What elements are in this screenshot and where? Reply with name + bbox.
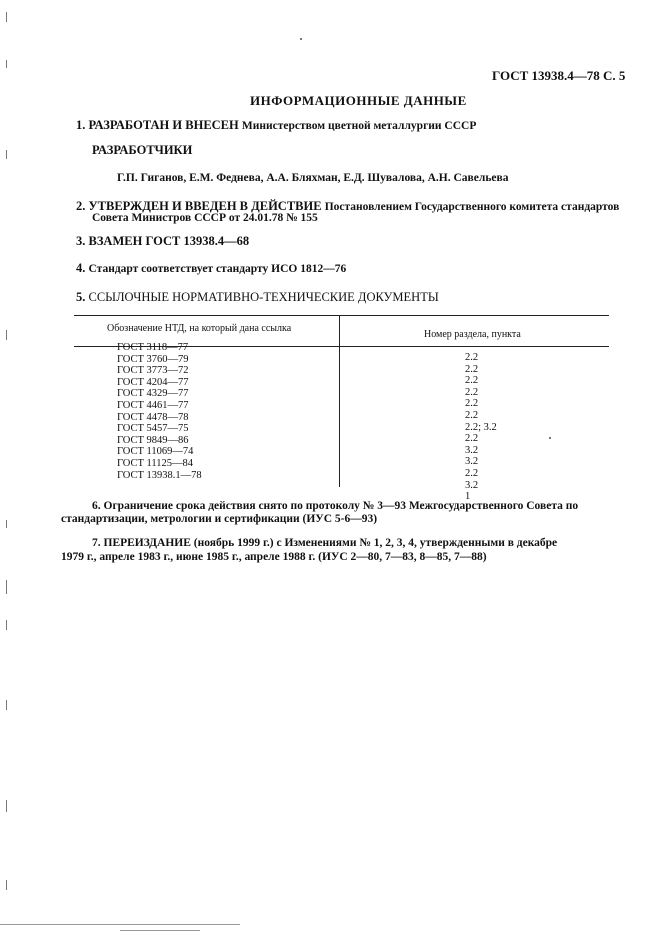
table-row: ГОСТ 3118—77 [117,342,189,353]
item-1 [76,118,476,133]
table-cell-section: 2.2 [465,363,479,375]
table-row: ГОСТ 4329—77 [117,388,189,400]
margin-mark [6,150,7,159]
table-cell-section: 2.2 [465,352,479,363]
table-row: ГОСТ 4478—78 [117,411,189,423]
table-cell-section: 2.2 [465,433,479,445]
developers-list: Г.П. Гиганов, Е.М. Феднева, А.А. Бляхман, Е.Д. Шувалова, А.Н. Савельева [117,172,509,184]
item-2-number: 2. [76,199,86,213]
item-2-line-2: Совета Министров СССР от 24.01.78 № 155 [92,212,318,224]
developers-heading: РАЗРАБОТЧИКИ [92,143,193,157]
table-cell-section: 1 [465,491,471,503]
table-col2-header: Номер раздела, пункта [424,329,521,340]
margin-mark [6,700,7,710]
item-1-lead: РАЗРАБОТАН И ВНЕСЕН [88,118,239,132]
table-section-column [465,352,497,503]
table-cell-section: 3.2 [465,456,479,468]
page-header-code: ГОСТ 13938.4—78 С. 5 [492,68,626,83]
table-row: ГОСТ 4461—77 [117,399,189,411]
table-top-rule [74,315,609,316]
margin-mark [6,580,7,594]
margin-mark [6,880,7,890]
item-4-number: 4. [76,261,86,275]
item-5-text: ССЫЛОЧНЫЕ НОРМАТИВНО-ТЕХНИЧЕСКИЕ ДОКУМЕНТЫ [88,290,439,304]
item-2-lead: УТВЕРЖДЕН И ВВЕДЕН В ДЕЙСТВИЕ [88,199,322,213]
item-5 [76,290,439,305]
table-cell-section: 3.2 [465,479,479,491]
item-1-rest: Министерством цветной металлургии СССР [241,120,477,132]
item-2-rest: Постановлением Государственного комитета стандартов [324,201,620,213]
table-doc-column [117,342,202,481]
table-row: ГОСТ 11069—74 [117,446,194,458]
table-row: ГОСТ 4204—77 [117,376,189,388]
table-cell-section: 2.2; 3.2 [465,421,497,433]
bottom-scan-line [120,930,200,931]
table-cell-section: 3.2 [465,444,479,456]
table-row: ГОСТ 13938.1—78 [117,469,202,481]
speck [300,38,302,40]
item-4 [76,261,346,276]
table-row: ГОСТ 11125—84 [117,457,194,469]
table-row: ГОСТ 3773—72 [117,365,189,377]
paragraph-7-line-2: 1979 г., апреле 1983 г., июне 1985 г., апреле 1988 г. (ИУС 2—80, 7—83, 8—85, 7—88) [61,551,487,563]
bottom-scan-line [0,924,240,925]
paragraph-7-line-1: 7. ПЕРЕИЗДАНИЕ (ноябрь 1999 г.) с Изменениями № 1, 2, 3, 4, утвержденными в декабре [92,537,558,549]
table-cell-section: 2.2 [465,467,479,479]
margin-mark [6,800,7,812]
margin-mark [6,330,7,340]
item-3-text: ВЗАМЕН ГОСТ 13938.4—68 [88,234,250,248]
item-3 [76,234,249,249]
speck [549,437,551,439]
item-3-number: 3. [76,234,86,248]
item-4-text: Стандарт соответствует стандарту ИСО 1812—76 [88,263,347,275]
item-5-number: 5. [76,290,86,304]
table-column-divider [339,315,340,487]
margin-mark [6,60,7,68]
table-col1-header: Обозначение НТД, на который дана ссылка [107,323,292,334]
table-cell-section: 2.2 [465,398,479,410]
table-row: ГОСТ 5457—75 [117,423,189,435]
item-1-number: 1. [76,118,86,132]
paragraph-6-line-1: 6. Ограничение срока действия снято по протоколу № 3—93 Межгосударственного Совета по [92,500,579,512]
margin-mark [6,520,7,528]
margin-mark [6,12,7,22]
table-row: ГОСТ 3760—79 [117,353,189,365]
table-cell-section: 2.2 [465,375,479,387]
table-row: ГОСТ 9849—86 [117,434,189,446]
page-title: ИНФОРМАЦИОННЫЕ ДАННЫЕ [250,93,467,108]
table-cell-section: 2.2 [465,386,479,398]
margin-mark [6,620,7,630]
table-cell-section: 2.2 [465,409,479,421]
paragraph-6-line-2: стандартизации, метрологии и сертификации (ИУС 5-6—93) [61,513,378,525]
